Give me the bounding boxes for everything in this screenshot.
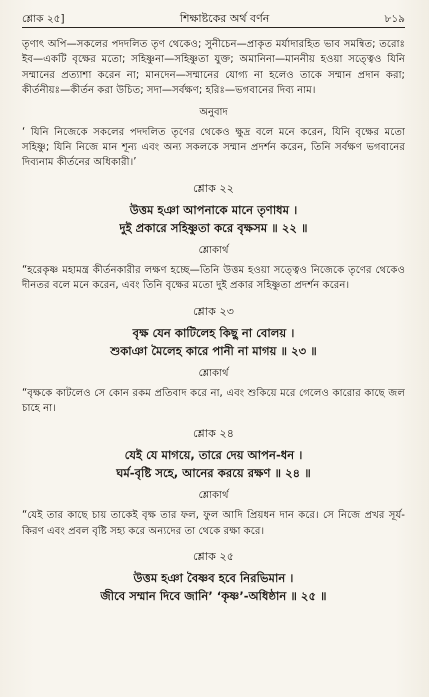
header-verse-ref: শ্লোক ২৫] bbox=[22, 13, 65, 25]
verse-24-line-2: ঘর্ম-বৃষ্টি সহে, আনের করয়ে রক্ষণ ॥ ২৪ ॥ bbox=[116, 466, 311, 481]
verse-23-line-1: বৃক্ষ যেন কাটিলেহ কিছু না বোলয় । bbox=[132, 325, 295, 340]
verse-22-meaning-label: শ্লোকার্থ bbox=[198, 244, 229, 256]
verse-24-line-1: যেই যে মাগয়ে, তারে দেয় আপন-ধন । bbox=[124, 448, 303, 463]
verse-22-line-2: দুই প্রকারে সহিষ্ণুতা করে বৃক্ষসম ॥ ২২ ॥ bbox=[119, 220, 308, 235]
verse-23-line-2: শুকাঞা মৈলেহ কারে পানী না মাগয় ॥ ২৩ ॥ bbox=[110, 343, 317, 358]
word-meanings: তৃণাৎ অপি—সকলের পদদলিত তৃণ থেকেও; সুনীচেন—প্রাকৃত মর্যাদারহিত ভাব সমন্বিত; তরোঃ ইব—একটি বৃক্ষের মতো; সহিষ্ণুনা—সহিষ্ণুতা যুক্ত; অমানিনা—মাননীয় হওয়া সত্ত্বেও যিনি সম্মানের প্রত্যাশা করেন না; মানদেন—সম্মানের যোগ্য না হলেও তাকে সম্মান প্রদান করা; কীর্তনীয়ঃ—কীর্তন করা উচিত; সদা—সর্বক্ষণ; হরিঃ—ভগবানের দিব্য নাম। bbox=[22, 39, 405, 97]
verse-22 bbox=[22, 201, 405, 237]
verse-23 bbox=[22, 324, 405, 360]
verse-22-line-1: উত্তম হঞা আপনাকে মানে তৃণাধম । bbox=[129, 202, 298, 217]
verse-25 bbox=[22, 569, 405, 605]
verse-25-line-1: উত্তম হঞা বৈষ্ণব হবে নিরভিমান । bbox=[133, 571, 294, 586]
page-number: ৮১৯ bbox=[384, 13, 405, 25]
header-chapter-title: শিক্ষাষ্টকের অর্থ বর্ণন bbox=[179, 12, 270, 25]
verse-23-number: শ্লোক ২৩ bbox=[192, 304, 235, 318]
verse-22-number: শ্লোক ২২ bbox=[192, 181, 235, 195]
verse-25-number: শ্লোক ২৫ bbox=[192, 550, 234, 564]
translation-label: অনুবাদ bbox=[199, 106, 228, 118]
verse-22-meaning: “হরেকৃষ্ণ মহামন্ত্র কীর্তনকারীর লক্ষণ হচ্ছে—তিনি উত্তম হওয়া সত্ত্বেও নিজেকে তৃণের থেকেও দীনতর বলে মনে করেন, এবং তিনি বৃক্ষের মতো দুই প্রকার সহিষ্ণুতা প্রদর্শন করেন। bbox=[22, 264, 405, 292]
verse-24 bbox=[22, 446, 405, 482]
verse-24-meaning-label: শ্লোকার্থ bbox=[198, 490, 229, 502]
verse-23-meaning-label: শ্লোকার্থ bbox=[198, 367, 229, 379]
verse-24-number: শ্লোক ২৪ bbox=[192, 427, 234, 441]
running-header bbox=[22, 10, 405, 28]
verse-24-meaning: “যেই তার কাছে চায় তাকেই বৃক্ষ তার ফল, ফুল আদি প্রিয়ধন দান করে। সে নিজে প্রখর সূর্য-কিরণ এবং প্রবল বৃষ্টি সহ্য করে অন্যদের তা থেকে রক্ষা করে। bbox=[22, 510, 405, 537]
verse-23-meaning: “বৃক্ষকে কাটলেও সে কোন রকম প্রতিবাদ করে না, এবং শুকিয়ে মরে গেলেও কারোর কাছে জল চাহে না। bbox=[22, 387, 405, 415]
translation-text: ‘ যিনি নিজেকে সকলের পদদলিত তৃণের থেকেও ক্ষুদ্র বলে মনে করেন, যিনি বৃক্ষের মতো সহিষ্ণু; যিনি নিজে মান শূন্য এবং অন্য সকলকে সম্মান প্রদর্শন করেন, তিনি সর্বক্ষণ ভগবানের দিব্যনাম কীর্তনের অধিকারী।’ bbox=[22, 126, 405, 169]
verse-25-line-2: জীবে সম্মান দিবে জানি’ ‘কৃষ্ণ’-অধিষ্ঠান ॥ ২৫ ॥ bbox=[100, 589, 327, 604]
